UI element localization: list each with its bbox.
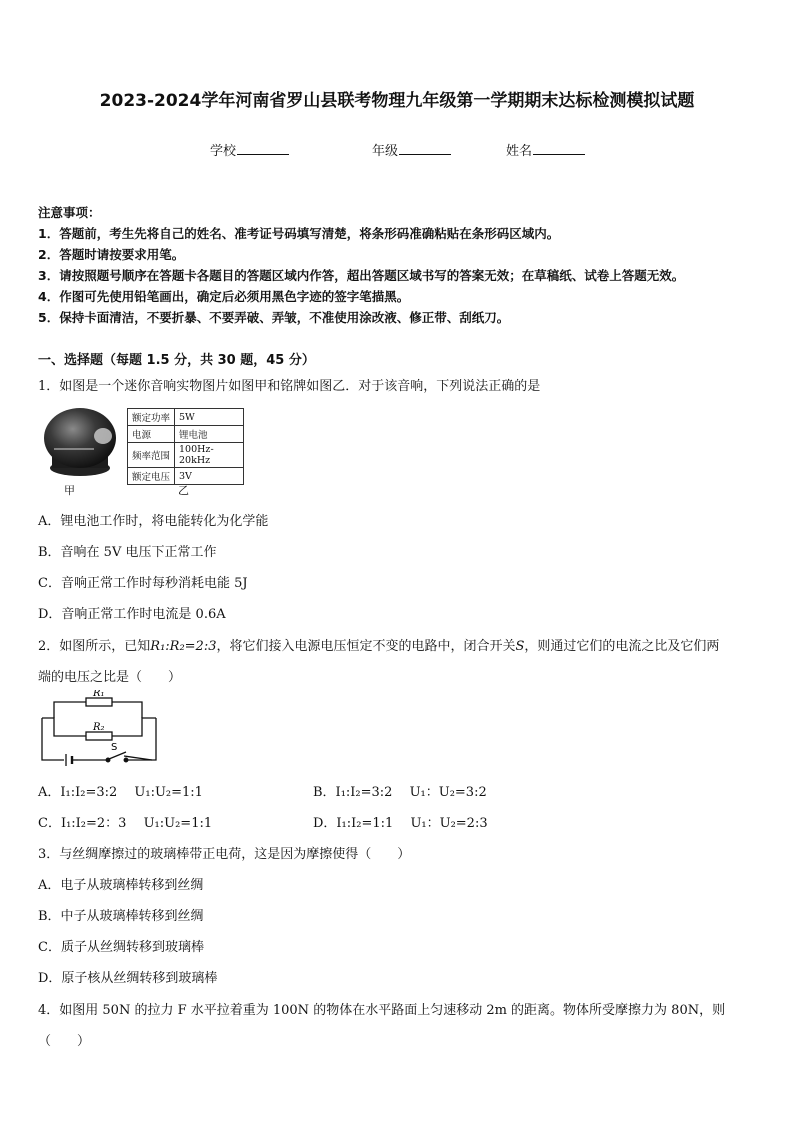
q1-option-c[interactable]: C．音响正常工作时每秒消耗电能 5J <box>38 576 248 591</box>
q3-option-c[interactable]: C．质子从丝绸转移到玻璃棒 <box>38 940 204 955</box>
spec-key: 额定功率 <box>128 409 175 426</box>
grade-field <box>372 140 451 159</box>
school-blank[interactable] <box>237 142 289 155</box>
q3-option-d[interactable]: D．原子核从丝绸转移到玻璃棒 <box>38 971 218 986</box>
speaker-image <box>40 402 120 480</box>
note-item: 1．答题前，考生先将自己的姓名、准考证号码填写清楚，将条形码准确粘贴在条形码区域内。 <box>38 226 560 241</box>
q2-stem-part: ，将它们接入电源电压恒定不变的电路中，闭合开关 <box>216 639 516 654</box>
circuit-diagram <box>38 690 162 766</box>
q3-option-a[interactable]: A．电子从玻璃棒转移到丝绸 <box>38 878 204 893</box>
name-field <box>506 140 585 159</box>
name-blank[interactable] <box>533 142 585 155</box>
switch-label: S <box>111 742 118 753</box>
spec-key: 电源 <box>128 426 175 443</box>
grade-blank[interactable] <box>399 142 451 155</box>
spec-value: 100Hz-20kHz <box>175 443 244 468</box>
name-label: 姓名 <box>506 144 533 159</box>
q2-switch-symbol: S <box>515 639 525 654</box>
q2-stem-part: ，则通过它们的电流之比及它们两 <box>524 639 720 654</box>
spec-table <box>127 408 244 485</box>
figure-label-a: 甲 <box>64 484 75 497</box>
q2-ratio: R₁:R₂=2:3 <box>150 639 217 654</box>
q2-stem-line2: 端的电压之比是（ ） <box>38 670 182 685</box>
page-title: 2023-2024学年河南省罗山县联考物理九年级第一学期期末达标检测模拟试题 <box>99 91 695 111</box>
q4-stem-line2: （ ） <box>38 1034 91 1049</box>
r2-label: R₂ <box>93 722 105 733</box>
figure-label-b: 乙 <box>178 484 189 497</box>
notes-heading: 注意事项： <box>38 205 101 220</box>
q4-stem: 4．如图用 50N 的拉力 F 水平拉着重为 100N 的物体在水平路面上匀速移动 2m 的距离。物体所受摩擦力为 80N，则 <box>38 1003 726 1018</box>
q2-stem-part: 2．如图所示，已知 <box>38 639 151 654</box>
grade-label: 年级 <box>372 144 399 159</box>
table-row <box>128 409 244 426</box>
spec-value: 3V <box>175 468 244 485</box>
table-row <box>128 443 244 468</box>
school-label: 学校 <box>210 144 237 159</box>
note-item: 3．请按照题号顺序在答题卡各题目的答题区域内作答，超出答题区域书写的答案无效；在草稿纸、试卷上答题无效。 <box>38 268 685 283</box>
table-row <box>128 426 244 443</box>
q2-option-c[interactable]: C．I₁:I₂=2：3 U₁:U₂=1:1 <box>38 816 213 831</box>
school-field <box>210 140 289 159</box>
q1-option-b[interactable]: B．音响在 5V 电压下正常工作 <box>38 545 217 560</box>
spec-value: 锂电池 <box>175 426 244 443</box>
q1-option-d[interactable]: D．音响正常工作时电流是 0.6A <box>38 607 226 622</box>
q3-option-b[interactable]: B．中子从玻璃棒转移到丝绸 <box>38 909 204 924</box>
q1-option-a[interactable]: A．锂电池工作时，将电能转化为化学能 <box>38 514 269 529</box>
spec-key: 额定电压 <box>128 468 175 485</box>
spec-key: 频率范围 <box>128 443 175 468</box>
r1-label: R₁ <box>93 690 105 699</box>
q2-option-d[interactable]: D．I₁:I₂=1:1 U₁：U₂=2:3 <box>313 816 488 831</box>
section-heading: 一、选择题（每题 1.5 分，共 30 题，45 分） <box>38 353 315 368</box>
note-item: 2．答题时请按要求用笔。 <box>38 247 185 262</box>
note-item: 5．保持卡面清洁，不要折暴、不要弄破、弄皱，不准使用涂改液、修正带、刮纸刀。 <box>38 310 510 325</box>
q2-option-b[interactable]: B．I₁:I₂=3:2 U₁：U₂=3:2 <box>313 785 487 800</box>
spec-value: 5W <box>175 409 244 426</box>
note-item: 4．作图可先使用铅笔画出，确定后必须用黑色字迹的签字笔描黑。 <box>38 289 410 304</box>
q2-option-a[interactable]: A．I₁:I₂=3:2 U₁:U₂=1:1 <box>38 785 203 800</box>
q1-stem: 1．如图是一个迷你音响实物图片如图甲和铭牌如图乙．对于该音响，下列说法正确的是 <box>38 379 541 394</box>
q2-stem <box>38 635 719 654</box>
q3-stem: 3．与丝绸摩擦过的玻璃棒带正电荷，这是因为摩擦使得（ ） <box>38 847 411 862</box>
